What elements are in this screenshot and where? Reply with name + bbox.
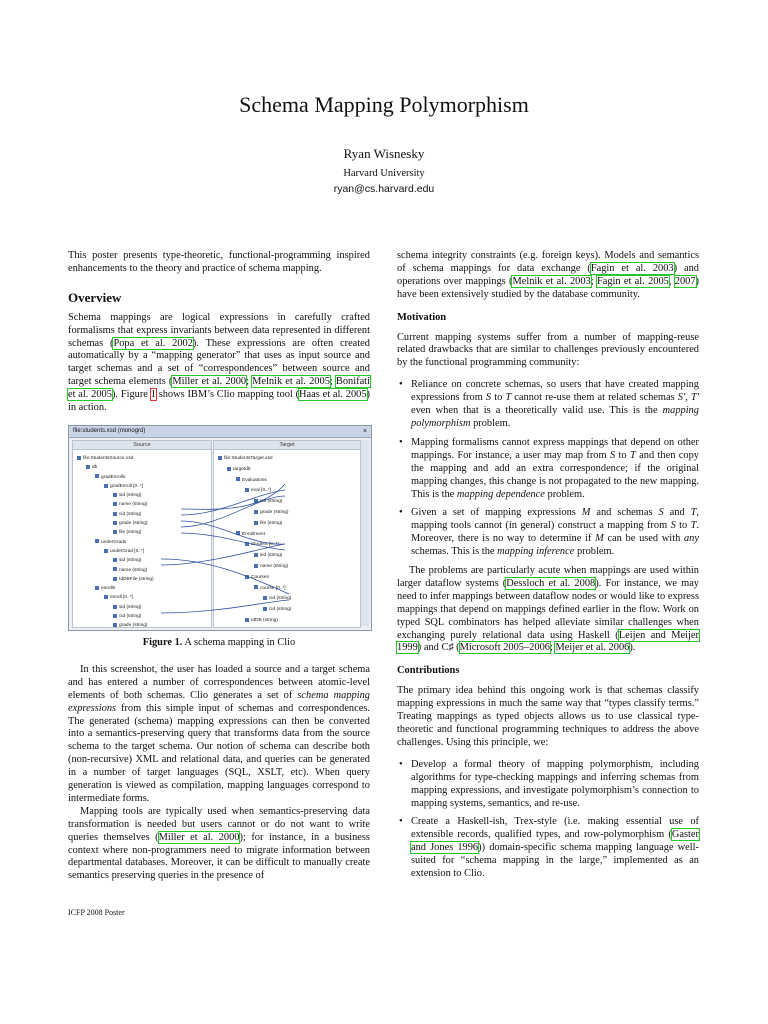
list-item: • Mapping formalisms cannot express mappings that depend on other mappings. For instance, a user may map from S to T and then copy the mapping and add an extra correspondence; if the original mapping changes, this change is not propagated to the new mapping. This is the mapping dependence problem. bbox=[399, 436, 699, 500]
schema-tree-node[interactable]: sid (string) bbox=[113, 555, 141, 568]
schema-element-icon bbox=[218, 456, 222, 460]
schema-element-icon bbox=[95, 539, 99, 543]
close-icon: × bbox=[362, 427, 367, 435]
schema-element-icon bbox=[95, 474, 99, 478]
citation-link[interactable]: Gaster and Jones 1996 bbox=[411, 829, 699, 854]
source-pane-header: Source bbox=[73, 441, 211, 450]
schema-element-icon bbox=[113, 502, 117, 506]
overview-heading: Overview bbox=[68, 289, 122, 305]
intro-paragraph: This poster presents type-theoretic, functional-programming inspired enhancements to the theory and practice of schema mapping. bbox=[68, 250, 370, 274]
figure-window-title: file:students.xsd (monogrd) bbox=[73, 427, 146, 434]
schema-tree-node[interactable]: eval [0..*] bbox=[245, 485, 271, 498]
citation-link[interactable]: Miller et al. 2000 bbox=[172, 376, 247, 388]
schema-element-icon bbox=[104, 484, 108, 488]
schema-tree-node[interactable]: course [0..*] bbox=[254, 583, 286, 596]
schema-tree-node[interactable]: name (string) bbox=[113, 499, 147, 512]
schema-tree-node[interactable]: gradEnroll [0..*] bbox=[104, 481, 143, 494]
figure-caption: Figure 1. A schema mapping in Clio bbox=[142, 636, 296, 648]
author-email: ryan@cs.harvard.edu bbox=[333, 183, 435, 195]
schema-element-icon bbox=[245, 542, 249, 546]
schema-tree-node[interactable]: cid (string) bbox=[263, 604, 291, 617]
schema-element-icon bbox=[113, 605, 117, 609]
schema-tree-node[interactable]: file (string) bbox=[254, 518, 282, 531]
target-pane-header: Target bbox=[214, 441, 360, 450]
contributions-list bbox=[397, 759, 699, 881]
author-affiliation: Harvard University bbox=[343, 168, 425, 179]
dataflow-paragraph: The problems are particularly acute when mappings are used within larger dataflow systems (Dessloch et al. 2008). For instance, we may need to infer mappings between dataflow nodes or would like to express mappings that depend on mappings defined earlier in the flow. Work on typed SQL combinators has helped alleviate similar challenges when exchanging purely relational data using Haskell (Leijen and Meijer 1999) and C♯ (Microsoft 2005–2006; Meijer et al. 2006). bbox=[397, 565, 700, 654]
semantics-paragraph: schema integrity constraints (e.g. foreign keys). Models and semantics of schema mappings for data exchange (Fagin et al. 2003) and operations over mappings (Melnik et al. 2003; Fagin et al. 2005, 2007) have been extensively studied by the database community. bbox=[397, 250, 700, 300]
schema-element-icon bbox=[263, 607, 267, 611]
paper-title: Schema Mapping Polymorphism bbox=[239, 92, 529, 117]
schema-element-icon bbox=[113, 512, 117, 516]
schema-tree-node[interactable]: grade (string) bbox=[113, 620, 148, 633]
schema-element-icon bbox=[113, 493, 117, 497]
schema-element-icon bbox=[245, 575, 249, 579]
schema-tree-node[interactable]: cid (string) bbox=[113, 611, 141, 624]
citation-link[interactable]: Microsoft 2005–2006 bbox=[459, 642, 550, 654]
list-item: • Develop a formal theory of mapping polymorphism, including algorithms for type-checking mappings and inferring schemas from mapping expressions, and investigate polymorphism’s connection to mapping systems, semantics, and re-use. bbox=[399, 758, 699, 809]
figure-reference-link[interactable]: 1 bbox=[150, 389, 156, 401]
schema-tree-node[interactable]: IdDB (string) bbox=[245, 615, 278, 628]
list-item: • Given a set of mapping expressions M and schemas S and T, mapping tools cannot (in general) construct a mapping from S to T. Moreover, there is no way to determine if M can be used with any schemas. This is the mapping inference problem. bbox=[399, 507, 700, 558]
citation-link[interactable]: Melnik et al. 2005 bbox=[252, 376, 330, 388]
schema-tree-node[interactable]: sid (string) bbox=[113, 490, 141, 503]
schema-element-icon bbox=[236, 477, 240, 481]
schema-element-icon bbox=[254, 564, 258, 568]
citation-link[interactable]: Melnik et al. 2003 bbox=[512, 275, 591, 287]
schema-tree-node[interactable]: name (string) bbox=[254, 561, 288, 574]
schema-tree-node[interactable]: enroll [0..*] bbox=[104, 592, 133, 605]
schema-element-icon bbox=[113, 567, 117, 571]
citation-link[interactable]: Bonifati et al. 2005 bbox=[68, 376, 370, 401]
schema-element-icon bbox=[236, 531, 240, 535]
citation-link[interactable]: Meijer et al. 2006 bbox=[555, 642, 630, 654]
schema-element-icon bbox=[254, 585, 258, 589]
schema-tree-node[interactable]: file:StudentsTarget.xsd bbox=[218, 453, 273, 466]
schema-element-icon bbox=[113, 577, 117, 581]
citation-link[interactable]: 2007 bbox=[674, 275, 696, 287]
schema-element-icon bbox=[227, 467, 231, 471]
schema-tree-node[interactable]: file:StudentsSource.xsd bbox=[77, 453, 133, 466]
figure-scrollbar bbox=[361, 440, 369, 626]
source-schema-pane bbox=[72, 440, 212, 628]
left-column bbox=[68, 250, 370, 883]
schema-tree-node[interactable]: targetdb bbox=[227, 464, 251, 477]
schema-element-icon bbox=[254, 510, 258, 514]
overview-paragraph: Schema mappings are logical expressions in carefully crafted formalisms that express invariants between data represented in different schemas (Popa et al. 2002). These expressions are often created automatically by a “mapping generator” that uses as input source and target schemas and a set of “correspondences” between source and target schema elements (Miller et al. 2000; Melnik et al. 2005; Bonifati et al. 2005). Figure 1 shows IBM’s Clio mapping tool (Haas et al. 2005) in action. bbox=[68, 311, 370, 414]
author-name: Ryan Wisnesky bbox=[343, 146, 425, 161]
schema-tree-node[interactable]: IdDBFile (string) bbox=[113, 574, 154, 587]
schema-element-icon bbox=[254, 521, 258, 525]
schema-tree-node[interactable]: gradEnrolls bbox=[95, 472, 125, 485]
schema-tree-node[interactable]: cid (string) bbox=[113, 509, 141, 522]
schema-element-icon bbox=[77, 456, 81, 460]
citation-link[interactable]: Miller et al. 2000 bbox=[158, 831, 240, 843]
contributions-heading: Contributions bbox=[397, 665, 460, 677]
schema-tree-node[interactable]: cid (string) bbox=[263, 593, 291, 606]
figure-window-titlebar bbox=[69, 426, 371, 438]
schema-tree-node[interactable]: file (string) bbox=[113, 527, 141, 540]
motivation-heading: Motivation bbox=[397, 311, 447, 323]
schema-element-icon bbox=[113, 623, 117, 627]
schema-element-icon bbox=[86, 465, 90, 469]
clio-screenshot-figure bbox=[68, 425, 372, 631]
motivation-list bbox=[397, 379, 699, 559]
schema-tree-node[interactable]: db bbox=[86, 462, 97, 475]
schema-element-icon bbox=[113, 614, 117, 618]
schema-element-icon bbox=[113, 521, 117, 525]
citation-link[interactable]: Popa et al. 2002 bbox=[113, 337, 193, 349]
schema-tree-node[interactable]: Evaluations bbox=[236, 475, 267, 488]
list-item: • Reliance on concrete schemas, so users that have created mapping expressions from S to T cannot re-use them at related schemas S′, T′ even when that is a theoretically valid use. This is the mapping polymorphism problem. bbox=[399, 379, 699, 429]
schema-tree-node[interactable]: enrolls bbox=[95, 583, 115, 596]
schema-element-icon bbox=[104, 549, 108, 553]
schema-element-icon bbox=[113, 530, 117, 534]
schema-tree-node[interactable]: grade (string) bbox=[113, 518, 148, 531]
schema-element-icon bbox=[245, 488, 249, 492]
schema-tree-node[interactable]: sid (string) bbox=[254, 550, 282, 563]
schema-element-icon bbox=[254, 499, 258, 503]
citation-link[interactable]: Fagin et al. 2005 bbox=[596, 275, 669, 287]
right-column bbox=[397, 250, 699, 887]
list-item: • Create a Haskell-ish, Trex-style (i.e. making essential use of extensible records, qualified types, and row-polymorphism (Gaster and Jones 1996)) domain-specific schema mapping language well-suited for “schema mapping in the large,” implemented as an extension to Clio. bbox=[399, 816, 700, 880]
schema-element-icon bbox=[254, 553, 258, 557]
schema-tree-node[interactable]: underGrad [0..*] bbox=[104, 546, 144, 559]
schema-tree-node[interactable]: sid (string) bbox=[113, 602, 141, 615]
schema-tree-node[interactable]: Courses bbox=[245, 572, 269, 585]
citation-link[interactable]: Dessloch et al. 2008 bbox=[506, 577, 596, 589]
schema-element-icon bbox=[263, 596, 267, 600]
schema-element-icon bbox=[95, 586, 99, 590]
motivation-intro: Current mapping systems suffer from a number of mapping-reuse related drawbacks that are similar to challenges previously encountered by the functional programming community: bbox=[397, 331, 699, 369]
citation-link[interactable]: Leijen and Meijer 1999 bbox=[397, 629, 699, 654]
target-schema-pane bbox=[213, 440, 361, 628]
schema-element-icon bbox=[104, 595, 108, 599]
schema-tree-node[interactable]: Enrollment bbox=[236, 529, 265, 542]
mapping-tools-paragraph: Mapping tools are typically used when semantics-preserving data transformation is needed but users cannot or do not want to write queries themselves (Miller et al. 2000); for instance, in a business context where non-programmers need to migrate information between departmental databases. Moreover, it can be difficult to manually create semantics preserving queries in the presence of bbox=[68, 805, 370, 882]
schema-tree-node[interactable]: grade (string) bbox=[254, 507, 289, 520]
schema-tree-node[interactable]: sid (string) bbox=[254, 496, 282, 509]
citation-link[interactable]: Haas et al. 2005 bbox=[299, 389, 367, 401]
schema-tree-node[interactable]: underGrads bbox=[95, 537, 126, 550]
clio-description-paragraph: In this screenshot, the user has loaded a source and a target schema and has entered a number of correspondences between atomic-level elements of both schemas. Clio generates a set of schema mapping expressions from this simple input of schemas and correspondences. The generated (schema) mapping expressions can then be converted into a semantics-preserving query that transforms data from the source schema to the target schema. Our notion of schema can describe both (non-recursive) XML and relational data, and queries can be generated in a number of target languages (SQL, XSLT, etc). When query generation is viewed as compilation, mapping languages correspond to intermediate forms. bbox=[68, 663, 370, 804]
schema-element-icon bbox=[113, 558, 117, 562]
contributions-intro: The primary idea behind this ongoing work is that schemas classify mapping expressions in much the same way that “types classify terms.” Treating mappings as typed objects allows us to use classical type-theoretic and functional programming techniques to address the above challenges. Using this principle, we: bbox=[397, 685, 699, 748]
page-footer: ICFP 2008 Poster bbox=[68, 908, 125, 917]
citation-link[interactable]: Fagin et al. 2003 bbox=[590, 262, 674, 274]
schema-tree-node[interactable]: name (string) bbox=[113, 565, 147, 578]
schema-element-icon bbox=[245, 618, 249, 622]
schema-tree-node[interactable]: Student [0..*] bbox=[245, 539, 279, 552]
